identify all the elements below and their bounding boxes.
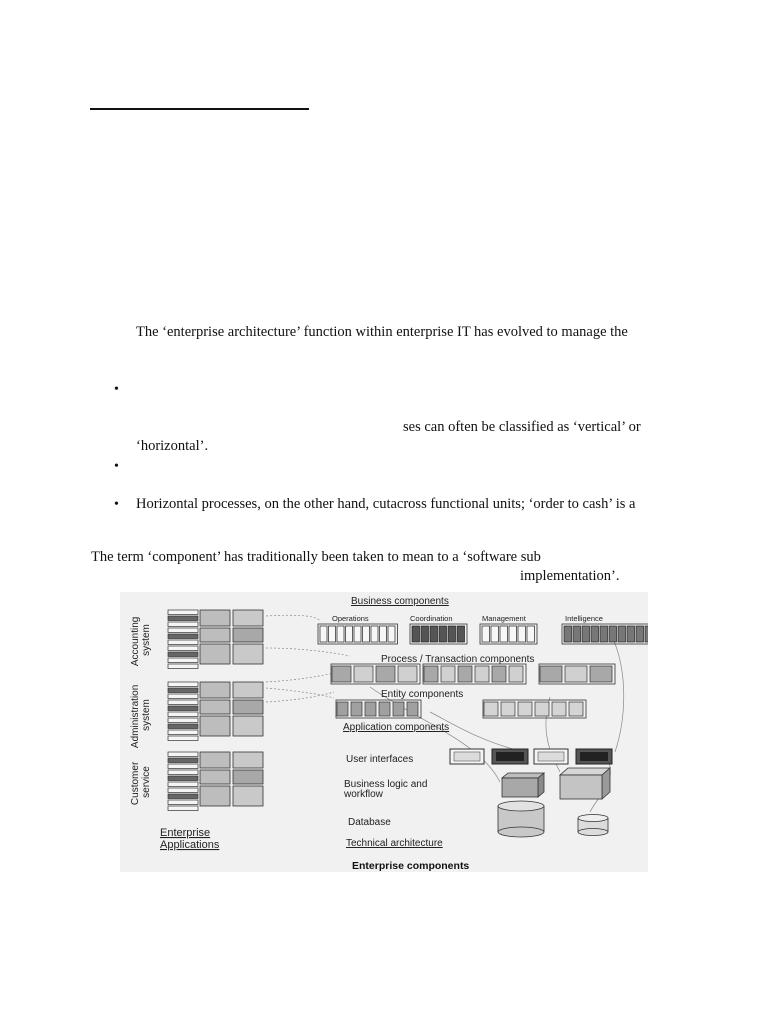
- stack-slat: [168, 658, 198, 663]
- stack-slat: [168, 694, 198, 699]
- stack-slat: [168, 788, 198, 793]
- stack-slat: [168, 622, 198, 627]
- business-component-box: [573, 626, 581, 642]
- process-component-box: [492, 666, 506, 682]
- entity-component-box: [518, 702, 532, 716]
- process-component-box: [424, 666, 438, 682]
- business-component-box: [609, 626, 617, 642]
- business-component-box: [509, 626, 517, 642]
- stack-slat: [168, 724, 198, 729]
- stack-slat: [168, 646, 198, 651]
- stack-slat: [168, 628, 198, 633]
- stack-block-b: [233, 700, 263, 714]
- business-component-box: [363, 626, 370, 642]
- vertical-line-text: ses can often be classified as ‘vertical’ or: [403, 419, 641, 435]
- entity-component-box: [552, 702, 566, 716]
- stack-block-b: [233, 770, 263, 784]
- process-component-box: [441, 666, 455, 682]
- enterprise-applications-stack: [168, 610, 263, 811]
- stack-block-a: [200, 770, 230, 784]
- entity-component-box: [501, 702, 515, 716]
- stack-block-b: [233, 628, 263, 642]
- enterprise-apps-label-1: Enterprise: [160, 827, 211, 839]
- business-component-box: [439, 626, 447, 642]
- business-component-box: [491, 626, 499, 642]
- stack-slat: [168, 752, 198, 757]
- process-component-box: [590, 666, 612, 682]
- stack-block-b: [233, 644, 263, 664]
- intro-paragraph: The ‘enterprise architecture’ function within enterprise IT has evolved to manage the: [136, 324, 628, 340]
- process-component-box: [376, 666, 395, 682]
- entity-component-box: [484, 702, 498, 716]
- stack-block-b: [233, 716, 263, 736]
- stack-slat: [168, 736, 198, 741]
- business-component-box: [421, 626, 429, 642]
- stack-slat: [168, 652, 198, 657]
- stack-block-a: [200, 752, 230, 768]
- business-component-box: [320, 626, 327, 642]
- stack-slat: [168, 806, 198, 811]
- entity-component-box: [337, 702, 348, 716]
- business-logic-label-2: workflow: [344, 789, 383, 800]
- process-components-label: Process / Transaction components: [381, 654, 535, 665]
- stack-block-b: [233, 682, 263, 698]
- entity-component-box: [535, 702, 549, 716]
- entity-component-box: [379, 702, 390, 716]
- stack-block-a: [200, 682, 230, 698]
- database-cylinder-small: [578, 815, 608, 836]
- stack-block-a: [200, 700, 230, 714]
- stack-slat: [168, 610, 198, 615]
- bullet-1: •: [114, 382, 119, 397]
- component-paragraph-line2: implementation’.: [520, 568, 620, 584]
- stack-slat: [168, 712, 198, 717]
- database-label: Database: [348, 817, 391, 828]
- ui-box-4-inner: [580, 752, 608, 761]
- application-components-label: Application components: [343, 722, 450, 733]
- stack-slat: [168, 776, 198, 781]
- system-label-accounting: Accounting system: [130, 616, 152, 667]
- process-component-box: [475, 666, 489, 682]
- business-component-boxes: [318, 624, 648, 644]
- enterprise-apps-label-2: Applications: [160, 839, 220, 851]
- entity-component-box: [351, 702, 362, 716]
- stack-slat: [168, 770, 198, 775]
- stack-block-b: [233, 786, 263, 806]
- stack-slat: [168, 634, 198, 639]
- horizontal-line-text: ‘horizontal’.: [136, 438, 209, 454]
- workflow-box-small: [502, 773, 544, 797]
- system-label-customer-service: Customer service: [130, 761, 152, 806]
- business-component-box: [329, 626, 336, 642]
- ui-box-3-inner: [538, 752, 564, 761]
- entity-component-box: [407, 702, 418, 716]
- database-cylinder-large: [498, 801, 544, 837]
- process-component-box: [565, 666, 587, 682]
- stack-block-a: [200, 628, 230, 642]
- heading-underline: [90, 108, 309, 110]
- business-component-box: [618, 626, 626, 642]
- business-component-box: [564, 626, 572, 642]
- workflow-box-large: [560, 768, 610, 799]
- technical-architecture-label: Technical architecture: [346, 838, 443, 849]
- stack-slat: [168, 800, 198, 805]
- entity-component-box: [365, 702, 376, 716]
- group-label-coordination: Coordination: [410, 614, 453, 623]
- figure-caption: Enterprise components: [352, 860, 470, 872]
- business-component-box: [448, 626, 456, 642]
- component-paragraph-line1: The term ‘component’ has traditionally been taken to mean to a ‘software sub: [91, 549, 541, 565]
- stack-slat: [168, 640, 198, 645]
- entity-component-box: [393, 702, 404, 716]
- business-component-box: [430, 626, 438, 642]
- user-interfaces-label: User interfaces: [346, 754, 414, 765]
- enterprise-components-diagram: [120, 592, 648, 872]
- process-component-box: [398, 666, 417, 682]
- stack-block-b: [233, 610, 263, 626]
- business-component-box: [482, 626, 490, 642]
- stack-block-a: [200, 716, 230, 736]
- stack-block-b: [233, 752, 263, 768]
- stack-slat: [168, 782, 198, 787]
- ui-box-2-inner: [496, 752, 524, 761]
- business-component-box: [380, 626, 387, 642]
- business-component-box: [627, 626, 635, 642]
- stack-slat: [168, 758, 198, 763]
- business-component-box: [600, 626, 608, 642]
- entity-component-box: [569, 702, 583, 716]
- business-component-box: [527, 626, 535, 642]
- ui-box-1-inner: [454, 752, 480, 761]
- system-label-administration: Administration system: [130, 684, 152, 749]
- business-component-box: [346, 626, 353, 642]
- business-component-box: [500, 626, 508, 642]
- business-component-box: [337, 626, 344, 642]
- stack-slat: [168, 794, 198, 799]
- process-component-box: [509, 666, 523, 682]
- stack-block-a: [200, 610, 230, 626]
- process-component-box: [540, 666, 562, 682]
- process-component-box: [332, 666, 351, 682]
- bullet-3: •: [114, 497, 119, 512]
- business-component-box: [457, 626, 465, 642]
- business-logic-label-1: Business logic and: [344, 779, 428, 790]
- group-label-management: Management: [482, 614, 526, 623]
- stack-slat: [168, 764, 198, 769]
- business-components-title: Business components: [351, 596, 449, 607]
- business-component-box: [582, 626, 590, 642]
- business-component-box: [388, 626, 395, 642]
- business-component-box: [354, 626, 361, 642]
- bullet-2: •: [114, 459, 119, 474]
- business-component-box: [371, 626, 378, 642]
- stack-slat: [168, 700, 198, 705]
- stack-slat: [168, 688, 198, 693]
- horizontal-processes-text: Horizontal processes, on the other hand, cutacross functional units; ‘order to cash’ is a: [136, 496, 636, 512]
- business-component-box: [645, 626, 648, 642]
- stack-block-a: [200, 644, 230, 664]
- stack-slat: [168, 730, 198, 735]
- process-component-box: [354, 666, 373, 682]
- stack-slat: [168, 706, 198, 711]
- stack-slat: [168, 616, 198, 621]
- entity-components-label: Entity components: [381, 689, 464, 700]
- group-label-intelligence: Intelligence: [565, 614, 603, 623]
- business-component-box: [591, 626, 599, 642]
- process-component-box: [458, 666, 472, 682]
- business-component-box: [518, 626, 526, 642]
- group-label-operations: Operations: [332, 614, 369, 623]
- business-component-box: [636, 626, 644, 642]
- stack-slat: [168, 718, 198, 723]
- business-component-box: [412, 626, 420, 642]
- stack-slat: [168, 682, 198, 687]
- stack-slat: [168, 664, 198, 669]
- stack-block-a: [200, 786, 230, 806]
